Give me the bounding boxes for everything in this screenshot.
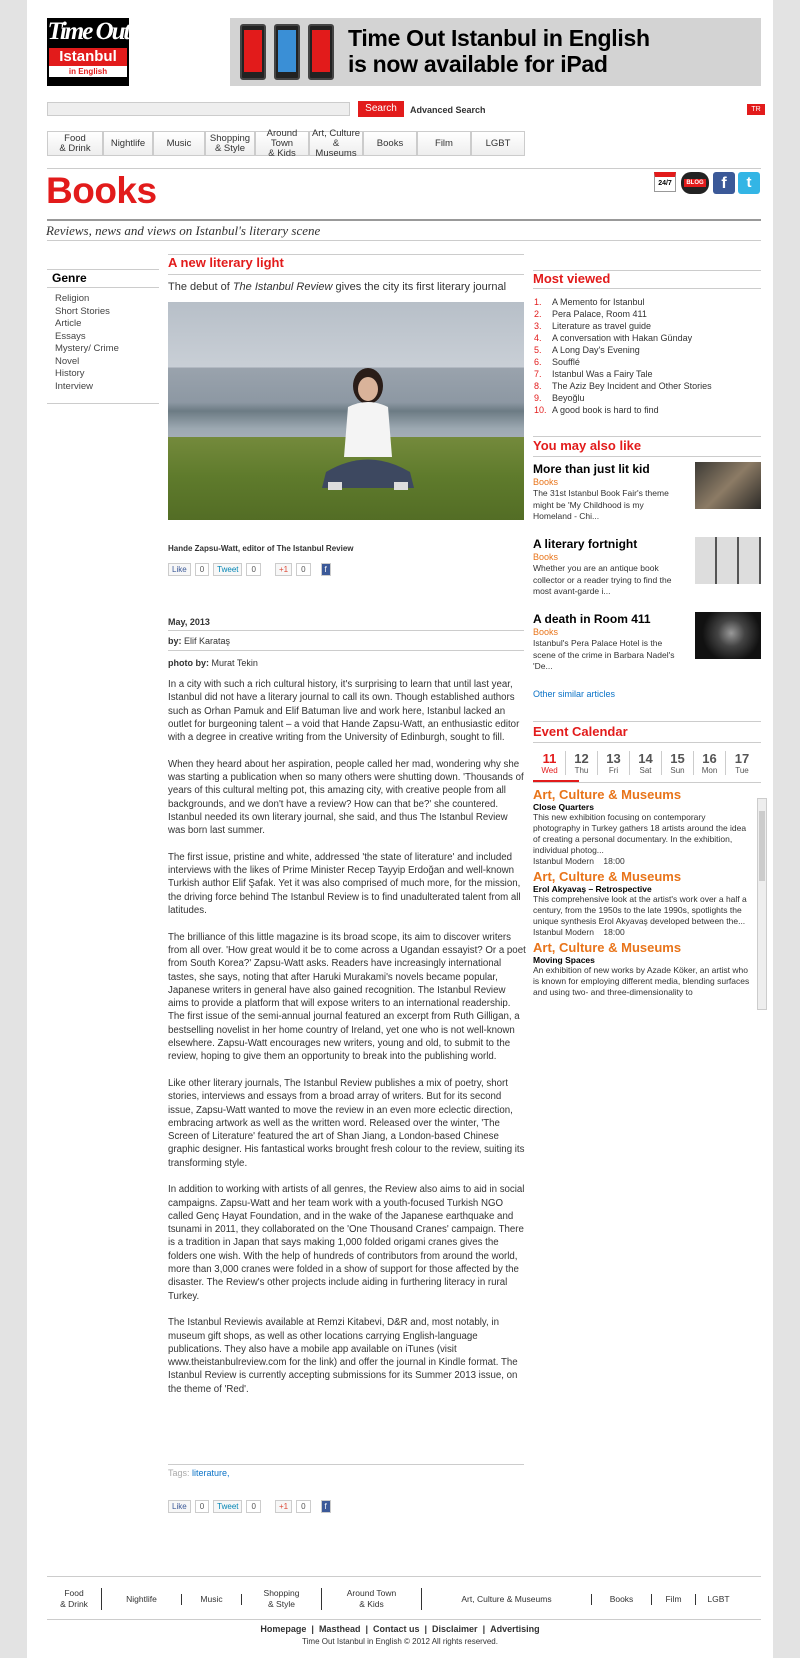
nav-item-food-drink[interactable]: Food & Drink — [47, 131, 103, 156]
facebook-share-icon[interactable]: f — [321, 1500, 331, 1513]
tweet-count: 0 — [246, 563, 260, 576]
nav-item-around-town[interactable]: Around Town & Kids — [255, 131, 309, 156]
twitter-icon[interactable]: t — [738, 172, 760, 194]
author-byline: by: Elif Karataş — [168, 636, 231, 646]
divider — [47, 168, 761, 169]
most-viewed-item[interactable]: 7. Istanbul Was a Fairy Tale — [534, 369, 653, 379]
most-viewed-list — [534, 296, 712, 416]
logo-line-2: Istanbul — [49, 48, 127, 66]
tag-link[interactable]: literature, — [192, 1468, 230, 1478]
article-paragraph: When they heard about her aspiration, people called her mad, wondering why she was starting a publication when so many others were shutting down. 'Thousands of years of this cultural melting pot, this amazing city, with creative people from all backgrounds, and we don't have a review? How can that be?' she countered. Istanbul needed its own literary journal, she said, and thus The Istanbul Review was born last summer. — [168, 758, 524, 837]
footer-nav-item[interactable]: Books — [592, 1594, 652, 1605]
event-calendar-heading: Event Calendar — [533, 724, 628, 739]
related-desc: Whether you are an antique book collector or a reader trying to find the most avant-garde i... — [533, 563, 672, 596]
footer-nav-item[interactable]: LGBT — [707, 1593, 730, 1604]
facebook-like-button[interactable]: Like — [168, 563, 191, 576]
event-title[interactable]: Erol Akyavaş – Retrospective — [533, 884, 652, 894]
divider — [47, 403, 159, 404]
share-bar-bottom — [168, 1500, 331, 1513]
divider — [47, 219, 761, 221]
footer-link-masthead[interactable]: Masthead — [318, 1624, 361, 1634]
genre-item[interactable]: Novel — [55, 355, 80, 367]
search-button[interactable]: Search — [358, 101, 404, 117]
footer-nav — [47, 1579, 761, 1619]
most-viewed-item[interactable]: 5. A Long Day's Evening — [534, 345, 640, 355]
banner-line-2: is now available for iPad — [348, 51, 608, 77]
article-paragraph: Like other literary journals, The Istanbul Review publishes a mix of poetry, short stories, interviews and essays from a broad array of writers. But for its second issue, Zapsu-Watt wanted to move the review in an even more eclectic direction, embracing artwork as well as the written word. Released over the winter, 'The Screen of Literature' featured the art of Shan Jiang, a London-based Chinese graphic designer. His fantastical works brought fresh colour to the review, suiting its transforming style. — [168, 1077, 525, 1169]
article-paragraph: In a city with such a rich cultural history, it's surprising to learn that until last year, Istanbul did not have a literary journal to call its own. Though established authors such as Orhan Pamuk and Elif Batuman live and work here, Istanbul lacked an outlet for burgeoning talent – a void that Hande Zapsu-Watt, an enthusiastic editor with a degree in creative writing from the University of Edinburgh, sought to fill. — [168, 679, 520, 744]
related-category[interactable]: Books — [533, 627, 559, 637]
page-subtitle: Reviews, news and views on Istanbul's literary scene — [46, 223, 321, 238]
main-nav — [47, 127, 525, 159]
copyright: Time Out Istanbul in English © 2012 All rights reserved. — [302, 1637, 498, 1646]
event-item[interactable] — [533, 941, 755, 998]
calendar-day[interactable]: 17 Tue — [734, 751, 750, 775]
page-title: Books — [46, 170, 157, 211]
genre-item[interactable]: Interview — [55, 380, 94, 392]
footer-nav-item[interactable]: Nightlife — [102, 1594, 182, 1605]
divider — [168, 1464, 524, 1465]
tweet-button[interactable]: Tweet — [213, 563, 242, 576]
related-category[interactable]: Books — [533, 477, 559, 487]
article-tags: Tags: literature, — [168, 1468, 230, 1478]
related-title[interactable]: A death in Room 411 — [533, 612, 651, 626]
divider — [533, 721, 761, 722]
divider — [533, 436, 761, 437]
footer-nav-item[interactable]: Film — [652, 1594, 696, 1605]
nav-item-books[interactable]: Books — [363, 131, 417, 156]
most-viewed-item[interactable]: 6. Soufflé — [534, 357, 580, 367]
event-category[interactable]: Art, Culture & Museums — [533, 869, 682, 884]
divider — [168, 274, 524, 275]
logo-line-3: in English — [49, 66, 127, 77]
related-thumbnail[interactable] — [695, 537, 761, 584]
ipad-image-icon — [308, 24, 334, 80]
photo-caption: Hande Zapsu-Watt, editor of The Istanbul Review — [168, 544, 354, 553]
genre-item[interactable]: Article — [55, 318, 82, 329]
event-desc: An exhibition of new works by Azade Köker, an artist who is known for employing different media, blending surfaces and using two- and three-dimensionality to — [533, 965, 750, 997]
most-viewed-item[interactable]: 2. Pera Palace, Room 411 — [534, 309, 647, 319]
genre-item[interactable]: Religion — [55, 293, 90, 304]
article-paragraph: The first issue, pristine and white, addressed 'the state of literature' and included interviews with the likes of Prime Minister Recep Tayyip Erdoğan and well-known Turkish author Elif Şafak. Yet it was also comprised of much more, for the mission, the driving force behind The Istanbul Review is to find unadulterated talent from all latitudes. — [168, 851, 521, 917]
article-paragraph: The brilliance of this little magazine is its broad scope, its aim to discover writers from all over. 'How great would it be to come across a Ugandan essayist? Or a poet from South Korea?' Zapsu-Watt asks. Readers have increasingly international tastes, she says, noting that after Haruki Murakami's novels became popular, Japanese writers in general have also gained recognition. The Istanbul Review aims to provide a platform that will expose writers to an international readership. The first issue of the semi-annual journal featured an excerpt from Ruth Gilligan, a bestselling novelist in her home country of Ireland, yet one who is not well-known elsewhere. Zapsu-Watt encourages new writers, young and old, to submit to the review, hoping to give them an opportunity to break into the publishing world. — [168, 931, 526, 1063]
divider — [168, 630, 524, 631]
google-plus-button[interactable]: +1 — [275, 1500, 292, 1513]
article-paragraph: The Istanbul Reviewis available at Remzi Kitabevi, D&R and, most notably, in museum gift shops, as well as other locations carrying English-language publications. They also have a mobile app available on iTunes (visit www.theistanbulreview.com for the link) and offer the journal in Kindle format. The Istanbul Review is currently accepting submissions for its Summer 2013 issue, on the theme of 'Red'. — [168, 1317, 518, 1395]
footer-nav-item[interactable]: Art, Culture & Museums — [422, 1594, 592, 1605]
tweet-button[interactable]: Tweet — [213, 1500, 242, 1513]
divider — [47, 240, 761, 241]
ipad-image-icon — [274, 24, 300, 80]
nav-item-shopping-style[interactable]: Shopping & Style — [205, 131, 255, 156]
genre-item[interactable]: History — [55, 368, 85, 379]
genre-item[interactable]: Short Stories — [55, 305, 110, 317]
photo-byline: photo by: Murat Tekin — [168, 658, 258, 668]
nav-item-music[interactable]: Music — [153, 131, 205, 156]
genre-list — [55, 293, 119, 393]
divider — [533, 782, 761, 783]
related-desc: Istanbul's Pera Palace Hotel is the scene of the crime in Barbara Nadel's 'De... — [533, 638, 675, 671]
article-paragraph: In addition to working with artists of all genres, the Review also aims to aid in social campaigns. Zapsu-Watt and her team work with a youth-focused Turkish NGO called Genç Hayat Foundation, and in the wake of the Japanese earthquake and tsunami in 2011, they collaborated on the 'One Thousand Cranes' campaign. There is a tradition in Japan that says making 1,000 folded origami cranes gives the folders one wish. With the help of hundreds of contributors from around the world, more than 3,000 cranes were folded in a show of support for those affected by the disaster. The Review's other projects include aiding in furthering literacy in rural Turkey. — [168, 1184, 525, 1302]
calendar-day[interactable]: 12 Thu — [566, 751, 598, 775]
footer-link-advertising[interactable]: Advertising — [490, 1624, 540, 1634]
most-viewed-item[interactable]: 8. The Aziz Bey Incident and Other Stories — [534, 381, 712, 391]
most-viewed-item[interactable]: 4. A conversation with Hakan Günday — [534, 333, 693, 343]
most-viewed-heading: Most viewed — [533, 271, 611, 286]
footer-nav-item[interactable]: Shopping & Style — [242, 1588, 322, 1610]
plus-count: 0 — [296, 563, 310, 576]
plus-count: 0 — [296, 1500, 310, 1513]
related-desc: The 31st Istanbul Book Fair's theme might be 'My Childhood is my Homeland - Chi... — [533, 488, 669, 521]
calendar-day[interactable]: 16 Mon — [694, 751, 726, 775]
event-venue: Istanbul Modern 18:00 — [533, 927, 625, 937]
calendar-day[interactable]: 14 Sat — [630, 751, 662, 775]
divider — [47, 1619, 761, 1620]
page — [27, 0, 773, 1658]
calendar-day[interactable]: 15 Sun — [662, 751, 694, 775]
genre-item[interactable]: Mystery/ Crime — [55, 343, 119, 354]
event-list — [533, 788, 769, 1010]
google-plus-button[interactable]: +1 — [275, 563, 292, 576]
nav-item-lgbt[interactable]: LGBT — [471, 131, 525, 156]
event-desc: This comprehensive look at the artist's work over a half a century, from the 1950s to the late 1990s, spotlights the unique synthesis Erol Akyavaş developed between the... — [533, 894, 747, 926]
divider — [533, 742, 761, 743]
calendar-day[interactable]: 13 Fri — [598, 751, 630, 775]
turkish-flag-icon[interactable]: TR — [747, 104, 765, 115]
divider — [168, 650, 524, 651]
most-viewed-item[interactable]: 1. A Memento for Istanbul — [534, 297, 645, 307]
event-venue: Istanbul Modern 18:00 — [533, 856, 625, 866]
logo-line-1: Time Out — [47, 18, 129, 45]
calendar-day[interactable]: 11 Wed — [534, 751, 566, 775]
event-category[interactable]: Art, Culture & Museums — [533, 788, 682, 802]
banner-line-1: Time Out Istanbul in English — [348, 25, 650, 51]
event-item[interactable] — [533, 788, 755, 866]
advanced-search-link[interactable]: Advanced Search — [410, 105, 486, 115]
247-icon[interactable]: 24/7 — [654, 172, 676, 194]
footer-nav-item[interactable]: Around Town & Kids — [322, 1588, 422, 1610]
article-body — [168, 678, 526, 1409]
like-count: 0 — [195, 1500, 209, 1513]
facebook-share-icon[interactable]: f — [321, 563, 331, 576]
banner-text — [348, 25, 650, 77]
footer-link-disclaimer[interactable]: Disclaimer — [432, 1624, 478, 1634]
article-photo — [168, 302, 524, 520]
article-standfirst: The debut of The Istanbul Review gives the city its first literary journal — [168, 281, 507, 293]
tweet-count: 0 — [246, 1500, 260, 1513]
most-viewed-item[interactable]: 3. Literature as travel guide — [534, 321, 652, 331]
footer-link-homepage[interactable]: Homepage — [260, 1624, 307, 1634]
share-bar-top — [168, 563, 331, 576]
facebook-like-button[interactable]: Like — [168, 1500, 191, 1513]
footer-links: Homepage | Masthead | Contact us | Disclaimer | Advertising — [260, 1624, 540, 1634]
article-headline: A new literary light — [168, 255, 284, 270]
nav-item-film[interactable]: Film — [417, 131, 471, 156]
nav-item-art-culture[interactable]: Art, Culture & Museums — [309, 131, 363, 156]
footer-link-contact[interactable]: Contact us — [372, 1624, 420, 1634]
ipad-image-icon — [240, 24, 266, 80]
article-date: May, 2013 — [168, 617, 210, 627]
event-title[interactable]: Close Quarters — [533, 802, 594, 812]
facebook-icon[interactable]: f — [713, 172, 735, 194]
related-title[interactable]: More than just lit kid — [533, 462, 650, 476]
search-input[interactable] — [47, 102, 350, 116]
divider — [47, 1576, 761, 1577]
event-desc: This new exhibition focusing on contemporary photography in Turkey gathers 18 artists around the idea of creating a personal documentary. In the exhibition, individual photog... — [533, 812, 747, 855]
event-title[interactable]: Moving Spaces — [533, 955, 595, 965]
nav-item-nightlife[interactable]: Nightlife — [103, 131, 153, 156]
other-similar-articles-link[interactable]: Other similar articles — [533, 689, 616, 699]
divider — [533, 456, 761, 457]
most-viewed-item[interactable]: 9. Beyoğlu — [534, 393, 585, 403]
editor-photo-figure — [318, 362, 418, 502]
event-item[interactable] — [533, 870, 755, 937]
footer-nav-item[interactable]: Food & Drink — [47, 1588, 102, 1610]
genre-item[interactable]: Essays — [55, 330, 86, 342]
event-list-scrollbar[interactable] — [757, 798, 767, 1010]
event-category[interactable]: Art, Culture & Museums — [533, 940, 682, 955]
divider — [47, 287, 159, 288]
blog-icon[interactable]: BLOG — [681, 172, 709, 194]
related-title[interactable]: A literary fortnight — [533, 537, 638, 551]
related-thumbnail[interactable] — [695, 462, 761, 509]
like-count: 0 — [195, 563, 209, 576]
related-thumbnail[interactable] — [695, 612, 761, 659]
site-logo[interactable] — [47, 18, 129, 86]
ipad-banner[interactable] — [230, 18, 761, 86]
genre-heading: Genre — [52, 271, 87, 285]
footer-nav-item[interactable]: Music — [182, 1594, 242, 1605]
also-like-heading: You may also like — [533, 438, 642, 453]
related-category[interactable]: Books — [533, 552, 559, 562]
calendar-days — [534, 751, 758, 775]
most-viewed-item[interactable]: 10. A good book is hard to find — [534, 405, 659, 415]
divider — [533, 288, 761, 289]
divider — [47, 269, 159, 270]
